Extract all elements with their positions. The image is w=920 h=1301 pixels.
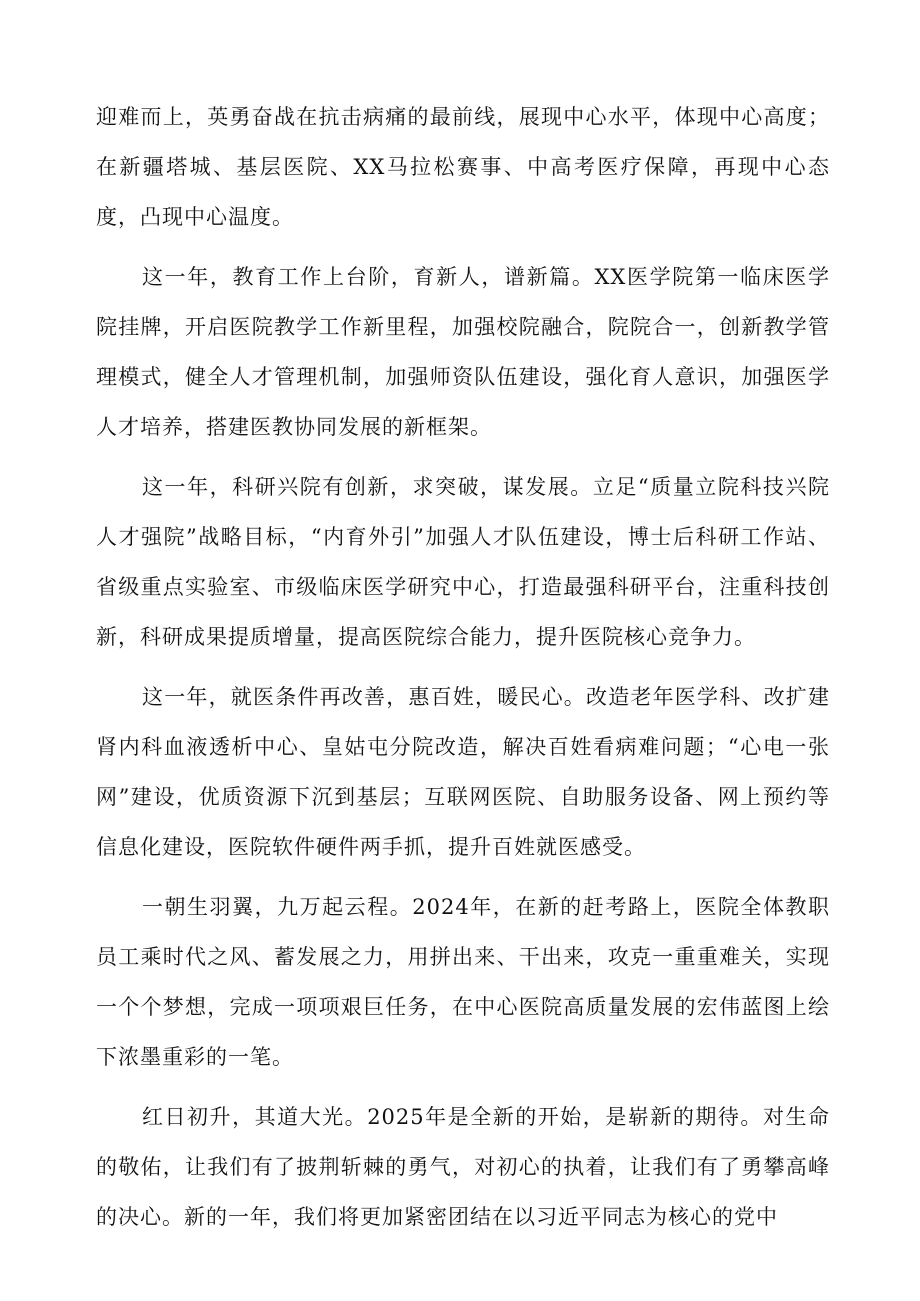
paragraph-4: 这一年，就医条件再改善，惠百姓，暖民心。改造老年医学科、改扩建肾内科血液透析中心、皇姑屯分院改造，解决百姓看病难问题；“心电一张网”建设，优质资源下沉到基层；互联网医院、自助服务设备、网上预约等信息化建设，医院软件硬件两手抓，提升百姓就医感受。 xyxy=(96,685,830,859)
paragraph-6: 红日初升，其道大光。2025年是全新的开始，是崭新的期待。对生命的敬佑，让我们有了披荆斩棘的勇气，对初心的执着，让我们有了勇攀高峰的决心。新的一年，我们将更加紧密团结在以习近平同志为核心的党中 xyxy=(96,1105,830,1229)
paragraph-2: 这一年，教育工作上台阶，育新人，谱新篇。XX医学院第一临床医学院挂牌，开启医院教学工作新里程，加强校院融合，院院合一，创新教学管理模式，健全人才管理机制，加强师资队伍建设，强化育人意识，加强医学人才培养，搭建医教协同发展的新框架。 xyxy=(96,265,830,439)
paragraph-3: 这一年，科研兴院有创新，求突破，谋发展。立足“质量立院科技兴院人才强院”战略目标，“内育外引”加强人才队伍建设，博士后科研工作站、省级重点实验室、市级临床医学研究中心，打造最强科研平台，注重科技创新，科研成果提质增量，提高医院综合能力，提升医院核心竞争力。 xyxy=(96,475,830,649)
document-page xyxy=(96,92,830,1252)
paragraph-1: 迎难而上，英勇奋战在抗击病痛的最前线，展现中心水平，体现中心高度；在新疆塔城、基层医院、XX马拉松赛事、中高考医疗保障，再现中心态度，凸现中心温度。 xyxy=(96,105,830,229)
paragraph-5: 一朝生羽翼，九万起云程。2024年，在新的赶考路上，医院全体教职员工乘时代之风、蓄发展之力，用拼出来、干出来，攻克一重重难关，实现一个个梦想，完成一项项艰巨任务，在中心医院高质量发展的宏伟蓝图上绘下浓墨重彩的一笔。 xyxy=(96,895,830,1069)
